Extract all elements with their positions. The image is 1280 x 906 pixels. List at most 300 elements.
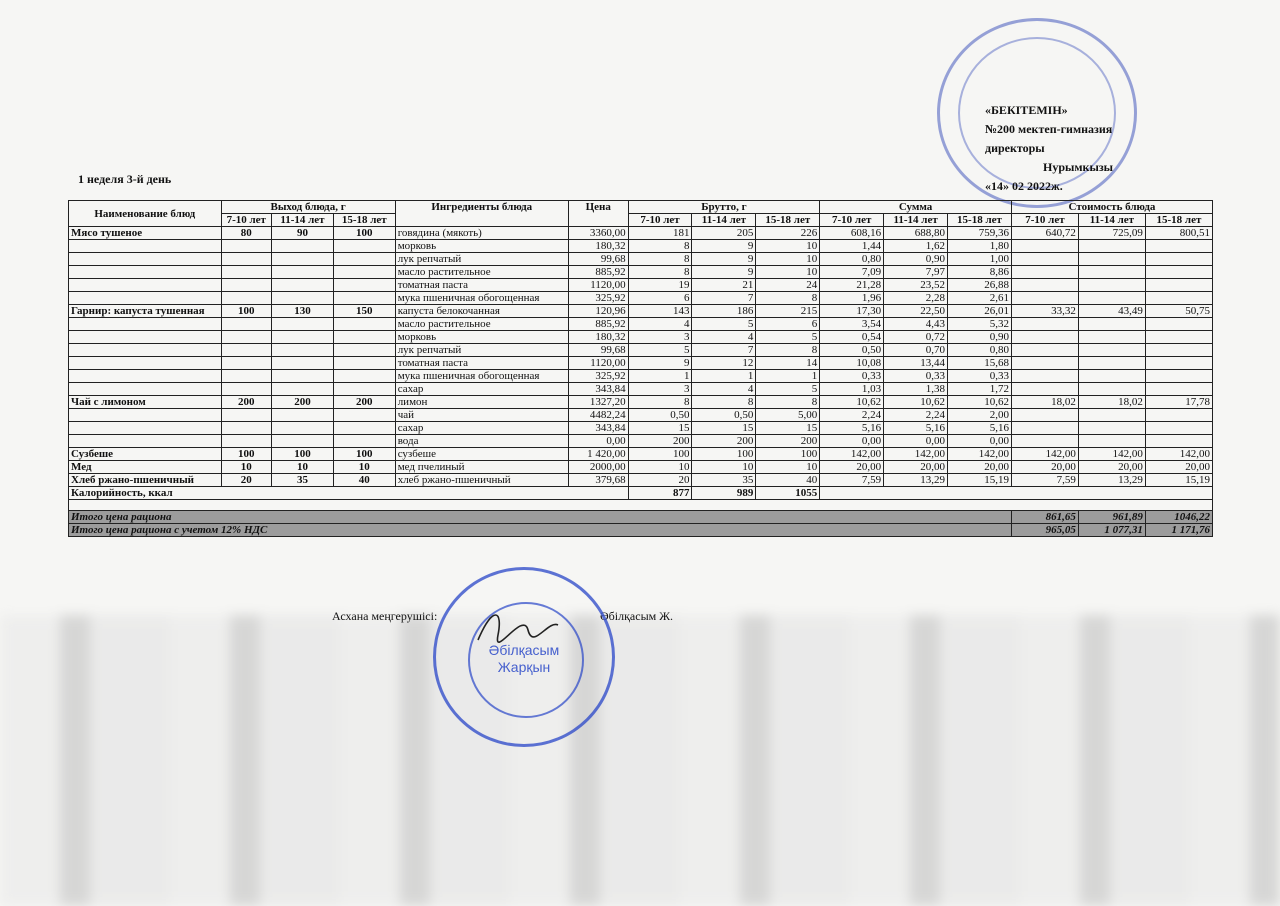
approval-block xyxy=(985,101,1165,196)
header-sum-age3: 15-18 лет xyxy=(948,214,1012,227)
kitchen-stamp xyxy=(433,567,615,747)
brutto-age3-cell: 1 xyxy=(756,370,820,383)
price-cell: 99,68 xyxy=(568,253,628,266)
cost-age2-cell xyxy=(1078,370,1145,383)
price-cell: 1 420,00 xyxy=(568,448,628,461)
price-cell: 120,96 xyxy=(568,305,628,318)
brutto-age2-cell: 9 xyxy=(692,240,756,253)
sum-age3-cell: 0,33 xyxy=(948,370,1012,383)
cost-age3-cell xyxy=(1145,383,1212,396)
sum-age3-cell: 1,72 xyxy=(948,383,1012,396)
total-age3: 1046,22 xyxy=(1145,511,1212,524)
yield-age3-cell: 150 xyxy=(333,305,395,318)
sum-age1-cell: 0,33 xyxy=(820,370,884,383)
cost-age2-cell xyxy=(1078,422,1145,435)
dish-name-cell xyxy=(69,331,222,344)
header-sum-age1: 7-10 лет xyxy=(820,214,884,227)
sum-age3-cell: 5,16 xyxy=(948,422,1012,435)
dish-name-cell xyxy=(69,318,222,331)
total-row xyxy=(69,511,1213,524)
yield-age2-cell xyxy=(272,344,334,357)
brutto-age1-cell: 8 xyxy=(628,266,692,279)
yield-age2-cell xyxy=(272,266,334,279)
cost-age3-cell: 15,19 xyxy=(1145,474,1212,487)
menu-rows xyxy=(69,227,1213,487)
ingredient-cell: морковь xyxy=(395,240,568,253)
yield-age2-cell xyxy=(272,279,334,292)
cost-age2-cell: 43,49 xyxy=(1078,305,1145,318)
brutto-age2-cell: 10 xyxy=(692,461,756,474)
sum-age3-cell: 8,86 xyxy=(948,266,1012,279)
yield-age2-cell: 10 xyxy=(272,461,334,474)
yield-age2-cell: 130 xyxy=(272,305,334,318)
calories-age2: 989 xyxy=(692,487,756,500)
brutto-age3-cell: 8 xyxy=(756,344,820,357)
price-cell: 325,92 xyxy=(568,292,628,305)
cost-age1-cell xyxy=(1011,357,1078,370)
sum-age2-cell: 7,97 xyxy=(884,266,948,279)
brutto-age2-cell: 7 xyxy=(692,292,756,305)
cost-age1-cell: 18,02 xyxy=(1011,396,1078,409)
cost-age3-cell xyxy=(1145,279,1212,292)
dish-name-cell xyxy=(69,383,222,396)
brutto-age3-cell: 200 xyxy=(756,435,820,448)
table-row xyxy=(69,409,1213,422)
sum-age2-cell: 20,00 xyxy=(884,461,948,474)
cost-age1-cell xyxy=(1011,344,1078,357)
sum-age1-cell: 7,09 xyxy=(820,266,884,279)
brutto-age2-cell: 9 xyxy=(692,253,756,266)
signature xyxy=(468,600,568,650)
header-ingredients: Ингредиенты блюда xyxy=(395,201,568,227)
brutto-age1-cell: 9 xyxy=(628,357,692,370)
brutto-age1-cell: 8 xyxy=(628,240,692,253)
brutto-age3-cell: 8 xyxy=(756,292,820,305)
yield-age1-cell xyxy=(221,357,272,370)
dish-name-cell xyxy=(69,292,222,305)
yield-age2-cell: 100 xyxy=(272,448,334,461)
sum-age2-cell: 0,33 xyxy=(884,370,948,383)
yield-age2-cell xyxy=(272,357,334,370)
cost-age3-cell: 20,00 xyxy=(1145,461,1212,474)
footer-role: Асхана меңгерушісі: xyxy=(332,609,438,623)
sum-age1-cell: 2,24 xyxy=(820,409,884,422)
yield-age1-cell: 80 xyxy=(221,227,272,240)
brutto-age2-cell: 200 xyxy=(692,435,756,448)
yield-age3-cell xyxy=(333,370,395,383)
sum-age2-cell: 0,90 xyxy=(884,253,948,266)
brutto-age2-cell: 205 xyxy=(692,227,756,240)
yield-age1-cell xyxy=(221,240,272,253)
brutto-age3-cell: 5 xyxy=(756,331,820,344)
cost-age2-cell: 142,00 xyxy=(1078,448,1145,461)
sum-age2-cell: 2,28 xyxy=(884,292,948,305)
brutto-age2-cell: 12 xyxy=(692,357,756,370)
cost-age3-cell xyxy=(1145,357,1212,370)
ingredient-cell: мед пчелиный xyxy=(395,461,568,474)
approval-line2: №200 мектеп-гимназия xyxy=(985,122,1113,136)
cost-age1-cell xyxy=(1011,383,1078,396)
sum-age3-cell: 15,19 xyxy=(948,474,1012,487)
ingredient-cell: говядина (мякоть) xyxy=(395,227,568,240)
sum-age3-cell: 759,36 xyxy=(948,227,1012,240)
cost-age3-cell: 800,51 xyxy=(1145,227,1212,240)
price-cell: 885,92 xyxy=(568,266,628,279)
header-dish: Наименование блюд xyxy=(69,201,222,227)
price-cell: 1327,20 xyxy=(568,396,628,409)
table-row xyxy=(69,305,1213,318)
ingredient-cell: томатная паста xyxy=(395,279,568,292)
yield-age1-cell xyxy=(221,344,272,357)
table-row xyxy=(69,370,1213,383)
yield-age1-cell: 20 xyxy=(221,474,272,487)
dish-name-cell xyxy=(69,409,222,422)
ingredient-cell: мука пшеничная обогощенная xyxy=(395,370,568,383)
price-cell: 99,68 xyxy=(568,344,628,357)
cost-age1-cell xyxy=(1011,279,1078,292)
brutto-age3-cell: 14 xyxy=(756,357,820,370)
brutto-age2-cell: 5 xyxy=(692,318,756,331)
sum-age2-cell: 4,43 xyxy=(884,318,948,331)
price-cell: 0,00 xyxy=(568,435,628,448)
sum-age1-cell: 1,44 xyxy=(820,240,884,253)
brutto-age3-cell: 10 xyxy=(756,253,820,266)
total-vat-age2: 1 077,31 xyxy=(1078,524,1145,537)
ingredient-cell: морковь xyxy=(395,331,568,344)
cost-age1-cell xyxy=(1011,318,1078,331)
total-age2: 961,89 xyxy=(1078,511,1145,524)
yield-age2-cell xyxy=(272,318,334,331)
table-row xyxy=(69,253,1213,266)
cost-age1-cell xyxy=(1011,253,1078,266)
brutto-age1-cell: 8 xyxy=(628,253,692,266)
yield-age1-cell xyxy=(221,370,272,383)
ingredient-cell: лук репчатый xyxy=(395,253,568,266)
yield-age1-cell: 100 xyxy=(221,305,272,318)
yield-age3-cell xyxy=(333,318,395,331)
sum-age3-cell: 20,00 xyxy=(948,461,1012,474)
brutto-age3-cell: 6 xyxy=(756,318,820,331)
header-cost-age2: 11-14 лет xyxy=(1078,214,1145,227)
cost-age1-cell xyxy=(1011,331,1078,344)
ingredient-cell: мука пшеничная обогощенная xyxy=(395,292,568,305)
brutto-age1-cell: 6 xyxy=(628,292,692,305)
dish-name-cell xyxy=(69,435,222,448)
brutto-age3-cell: 226 xyxy=(756,227,820,240)
day-title: 1 неделя 3-й день xyxy=(78,172,172,186)
brutto-age3-cell: 5,00 xyxy=(756,409,820,422)
header-sum-age2: 11-14 лет xyxy=(884,214,948,227)
brutto-age1-cell: 143 xyxy=(628,305,692,318)
sum-age3-cell: 0,00 xyxy=(948,435,1012,448)
brutto-age3-cell: 10 xyxy=(756,461,820,474)
yield-age2-cell xyxy=(272,435,334,448)
table-row xyxy=(69,318,1213,331)
sum-age1-cell: 1,96 xyxy=(820,292,884,305)
price-cell: 1120,00 xyxy=(568,357,628,370)
brutto-age3-cell: 15 xyxy=(756,422,820,435)
sum-age2-cell: 142,00 xyxy=(884,448,948,461)
yield-age3-cell xyxy=(333,357,395,370)
cost-age2-cell xyxy=(1078,240,1145,253)
sum-age2-cell: 22,50 xyxy=(884,305,948,318)
cost-age2-cell xyxy=(1078,279,1145,292)
cost-age1-cell xyxy=(1011,292,1078,305)
sum-age1-cell: 142,00 xyxy=(820,448,884,461)
dish-name-cell: Мясо тушеное xyxy=(69,227,222,240)
cost-age1-cell: 20,00 xyxy=(1011,461,1078,474)
cost-age3-cell xyxy=(1145,370,1212,383)
yield-age1-cell xyxy=(221,383,272,396)
cost-age1-cell: 33,32 xyxy=(1011,305,1078,318)
yield-age2-cell xyxy=(272,383,334,396)
sum-age1-cell: 5,16 xyxy=(820,422,884,435)
sum-age3-cell: 0,80 xyxy=(948,344,1012,357)
header-brutto-age2: 11-14 лет xyxy=(692,214,756,227)
brutto-age1-cell: 1 xyxy=(628,370,692,383)
cost-age2-cell xyxy=(1078,344,1145,357)
sum-age2-cell: 23,52 xyxy=(884,279,948,292)
price-cell: 4482,24 xyxy=(568,409,628,422)
brutto-age2-cell: 35 xyxy=(692,474,756,487)
yield-age1-cell xyxy=(221,435,272,448)
brutto-age3-cell: 24 xyxy=(756,279,820,292)
brutto-age1-cell: 3 xyxy=(628,331,692,344)
approval-line4: Нурымкызы xyxy=(1043,160,1114,174)
yield-age2-cell: 200 xyxy=(272,396,334,409)
dish-name-cell: Сузбеше xyxy=(69,448,222,461)
header-yield-age1: 7-10 лет xyxy=(221,214,272,227)
header-yield: Выход блюда, г xyxy=(221,201,395,214)
brutto-age2-cell: 186 xyxy=(692,305,756,318)
cost-age3-cell xyxy=(1145,344,1212,357)
table-row xyxy=(69,435,1213,448)
yield-age1-cell xyxy=(221,266,272,279)
yield-age3-cell xyxy=(333,279,395,292)
header-cost-age3: 15-18 лет xyxy=(1145,214,1212,227)
table-row xyxy=(69,240,1213,253)
brutto-age3-cell: 215 xyxy=(756,305,820,318)
brutto-age2-cell: 9 xyxy=(692,266,756,279)
price-cell: 379,68 xyxy=(568,474,628,487)
yield-age1-cell: 10 xyxy=(221,461,272,474)
cost-age2-cell xyxy=(1078,266,1145,279)
dish-name-cell xyxy=(69,266,222,279)
cost-age2-cell xyxy=(1078,331,1145,344)
approval-line5: «14» 02 2022ж. xyxy=(985,179,1063,193)
ingredient-cell: капуста белокочанная xyxy=(395,305,568,318)
sum-age1-cell: 0,50 xyxy=(820,344,884,357)
brutto-age1-cell: 200 xyxy=(628,435,692,448)
header-cost: Стоимость блюда xyxy=(1011,201,1212,214)
calories-age1: 877 xyxy=(628,487,692,500)
sum-age3-cell: 2,00 xyxy=(948,409,1012,422)
yield-age3-cell xyxy=(333,253,395,266)
sum-age3-cell: 5,32 xyxy=(948,318,1012,331)
table-row xyxy=(69,279,1213,292)
yield-age3-cell xyxy=(333,331,395,344)
dish-name-cell xyxy=(69,253,222,266)
cost-age2-cell xyxy=(1078,253,1145,266)
price-cell: 885,92 xyxy=(568,318,628,331)
brutto-age1-cell: 19 xyxy=(628,279,692,292)
dish-name-cell xyxy=(69,357,222,370)
dish-name-cell xyxy=(69,279,222,292)
brutto-age2-cell: 1 xyxy=(692,370,756,383)
sum-age1-cell: 10,62 xyxy=(820,396,884,409)
brutto-age1-cell: 8 xyxy=(628,396,692,409)
sum-age1-cell: 10,08 xyxy=(820,357,884,370)
cost-age3-cell xyxy=(1145,292,1212,305)
header-price: Цена xyxy=(568,201,628,227)
sum-age2-cell: 13,29 xyxy=(884,474,948,487)
ingredient-cell: сузбеше xyxy=(395,448,568,461)
yield-age3-cell xyxy=(333,344,395,357)
brutto-age1-cell: 0,50 xyxy=(628,409,692,422)
sum-age1-cell: 608,16 xyxy=(820,227,884,240)
dish-name-cell: Гарнир: капуста тушенная xyxy=(69,305,222,318)
yield-age2-cell: 35 xyxy=(272,474,334,487)
table-row xyxy=(69,266,1213,279)
yield-age3-cell: 10 xyxy=(333,461,395,474)
dish-name-cell: Чай с лимоном xyxy=(69,396,222,409)
sum-age3-cell: 26,88 xyxy=(948,279,1012,292)
cost-age2-cell xyxy=(1078,318,1145,331)
cost-age2-cell xyxy=(1078,357,1145,370)
yield-age1-cell xyxy=(221,318,272,331)
yield-age2-cell xyxy=(272,409,334,422)
sum-age1-cell: 0,00 xyxy=(820,435,884,448)
yield-age2-cell: 90 xyxy=(272,227,334,240)
total-vat-label: Итого цена рациона с учетом 12% НДС xyxy=(69,524,1012,537)
cost-age1-cell: 640,72 xyxy=(1011,227,1078,240)
header-brutto: Брутто, г xyxy=(628,201,820,214)
yield-age2-cell xyxy=(272,331,334,344)
cost-age1-cell xyxy=(1011,435,1078,448)
cost-age3-cell: 17,78 xyxy=(1145,396,1212,409)
bleed-through-area xyxy=(0,615,1280,906)
sum-age3-cell: 15,68 xyxy=(948,357,1012,370)
sum-age2-cell: 2,24 xyxy=(884,409,948,422)
yield-age1-cell: 200 xyxy=(221,396,272,409)
cost-age2-cell: 13,29 xyxy=(1078,474,1145,487)
cost-age1-cell xyxy=(1011,266,1078,279)
cost-age3-cell xyxy=(1145,266,1212,279)
sum-age1-cell: 1,03 xyxy=(820,383,884,396)
header-brutto-age1: 7-10 лет xyxy=(628,214,692,227)
table-row xyxy=(69,474,1213,487)
yield-age1-cell: 100 xyxy=(221,448,272,461)
price-cell: 1120,00 xyxy=(568,279,628,292)
sum-age2-cell: 0,00 xyxy=(884,435,948,448)
sum-age2-cell: 0,72 xyxy=(884,331,948,344)
ingredient-cell: вода xyxy=(395,435,568,448)
yield-age2-cell xyxy=(272,253,334,266)
yield-age3-cell: 40 xyxy=(333,474,395,487)
cost-age1-cell: 7,59 xyxy=(1011,474,1078,487)
yield-age3-cell xyxy=(333,292,395,305)
ingredient-cell: лимон xyxy=(395,396,568,409)
sum-age2-cell: 5,16 xyxy=(884,422,948,435)
sum-age2-cell: 1,38 xyxy=(884,383,948,396)
table-row xyxy=(69,292,1213,305)
yield-age2-cell xyxy=(272,370,334,383)
sum-age2-cell: 1,62 xyxy=(884,240,948,253)
brutto-age1-cell: 5 xyxy=(628,344,692,357)
table-row xyxy=(69,461,1213,474)
yield-age3-cell: 100 xyxy=(333,448,395,461)
sum-age2-cell: 688,80 xyxy=(884,227,948,240)
calories-row xyxy=(69,487,1213,500)
table-row xyxy=(69,396,1213,409)
sum-age1-cell: 0,54 xyxy=(820,331,884,344)
total-label: Итого цена рациона xyxy=(69,511,1012,524)
sum-age1-cell: 0,80 xyxy=(820,253,884,266)
cost-age1-cell xyxy=(1011,240,1078,253)
price-cell: 325,92 xyxy=(568,370,628,383)
brutto-age2-cell: 4 xyxy=(692,331,756,344)
brutto-age1-cell: 3 xyxy=(628,383,692,396)
ingredient-cell: масло растительное xyxy=(395,318,568,331)
stamp-name-line1: Әбілқасым xyxy=(488,642,560,658)
cost-age3-cell: 50,75 xyxy=(1145,305,1212,318)
header-cost-age1: 7-10 лет xyxy=(1011,214,1078,227)
brutto-age3-cell: 10 xyxy=(756,266,820,279)
cost-age2-cell: 725,09 xyxy=(1078,227,1145,240)
brutto-age2-cell: 7 xyxy=(692,344,756,357)
brutto-age3-cell: 100 xyxy=(756,448,820,461)
brutto-age1-cell: 20 xyxy=(628,474,692,487)
cost-age3-cell xyxy=(1145,253,1212,266)
price-cell: 343,84 xyxy=(568,422,628,435)
calories-label: Калорийность, ккал xyxy=(69,487,629,500)
ingredient-cell: сахар xyxy=(395,422,568,435)
cost-age3-cell xyxy=(1145,422,1212,435)
menu-table xyxy=(68,200,1213,537)
table-row xyxy=(69,383,1213,396)
total-vat-age3: 1 171,76 xyxy=(1145,524,1212,537)
brutto-age2-cell: 4 xyxy=(692,383,756,396)
yield-age2-cell xyxy=(272,240,334,253)
sum-age2-cell: 10,62 xyxy=(884,396,948,409)
price-cell: 180,32 xyxy=(568,331,628,344)
yield-age2-cell xyxy=(272,422,334,435)
dish-name-cell xyxy=(69,370,222,383)
header-yield-age2: 11-14 лет xyxy=(272,214,334,227)
header-yield-age3: 15-18 лет xyxy=(333,214,395,227)
dish-name-cell: Мед xyxy=(69,461,222,474)
price-cell: 180,32 xyxy=(568,240,628,253)
sum-age2-cell: 13,44 xyxy=(884,357,948,370)
brutto-age3-cell: 10 xyxy=(756,240,820,253)
cost-age3-cell: 142,00 xyxy=(1145,448,1212,461)
dish-name-cell xyxy=(69,344,222,357)
sum-age3-cell: 1,80 xyxy=(948,240,1012,253)
sum-age3-cell: 10,62 xyxy=(948,396,1012,409)
table-row xyxy=(69,331,1213,344)
brutto-age2-cell: 21 xyxy=(692,279,756,292)
dish-name-cell xyxy=(69,240,222,253)
cost-age2-cell xyxy=(1078,409,1145,422)
brutto-age1-cell: 10 xyxy=(628,461,692,474)
approval-line3: директоры xyxy=(985,141,1045,155)
dish-name-cell: Хлеб ржано-пшеничный xyxy=(69,474,222,487)
header-sum: Сумма xyxy=(820,201,1012,214)
sum-age1-cell: 3,54 xyxy=(820,318,884,331)
table-row xyxy=(69,344,1213,357)
cost-age3-cell xyxy=(1145,409,1212,422)
dish-name-cell xyxy=(69,422,222,435)
